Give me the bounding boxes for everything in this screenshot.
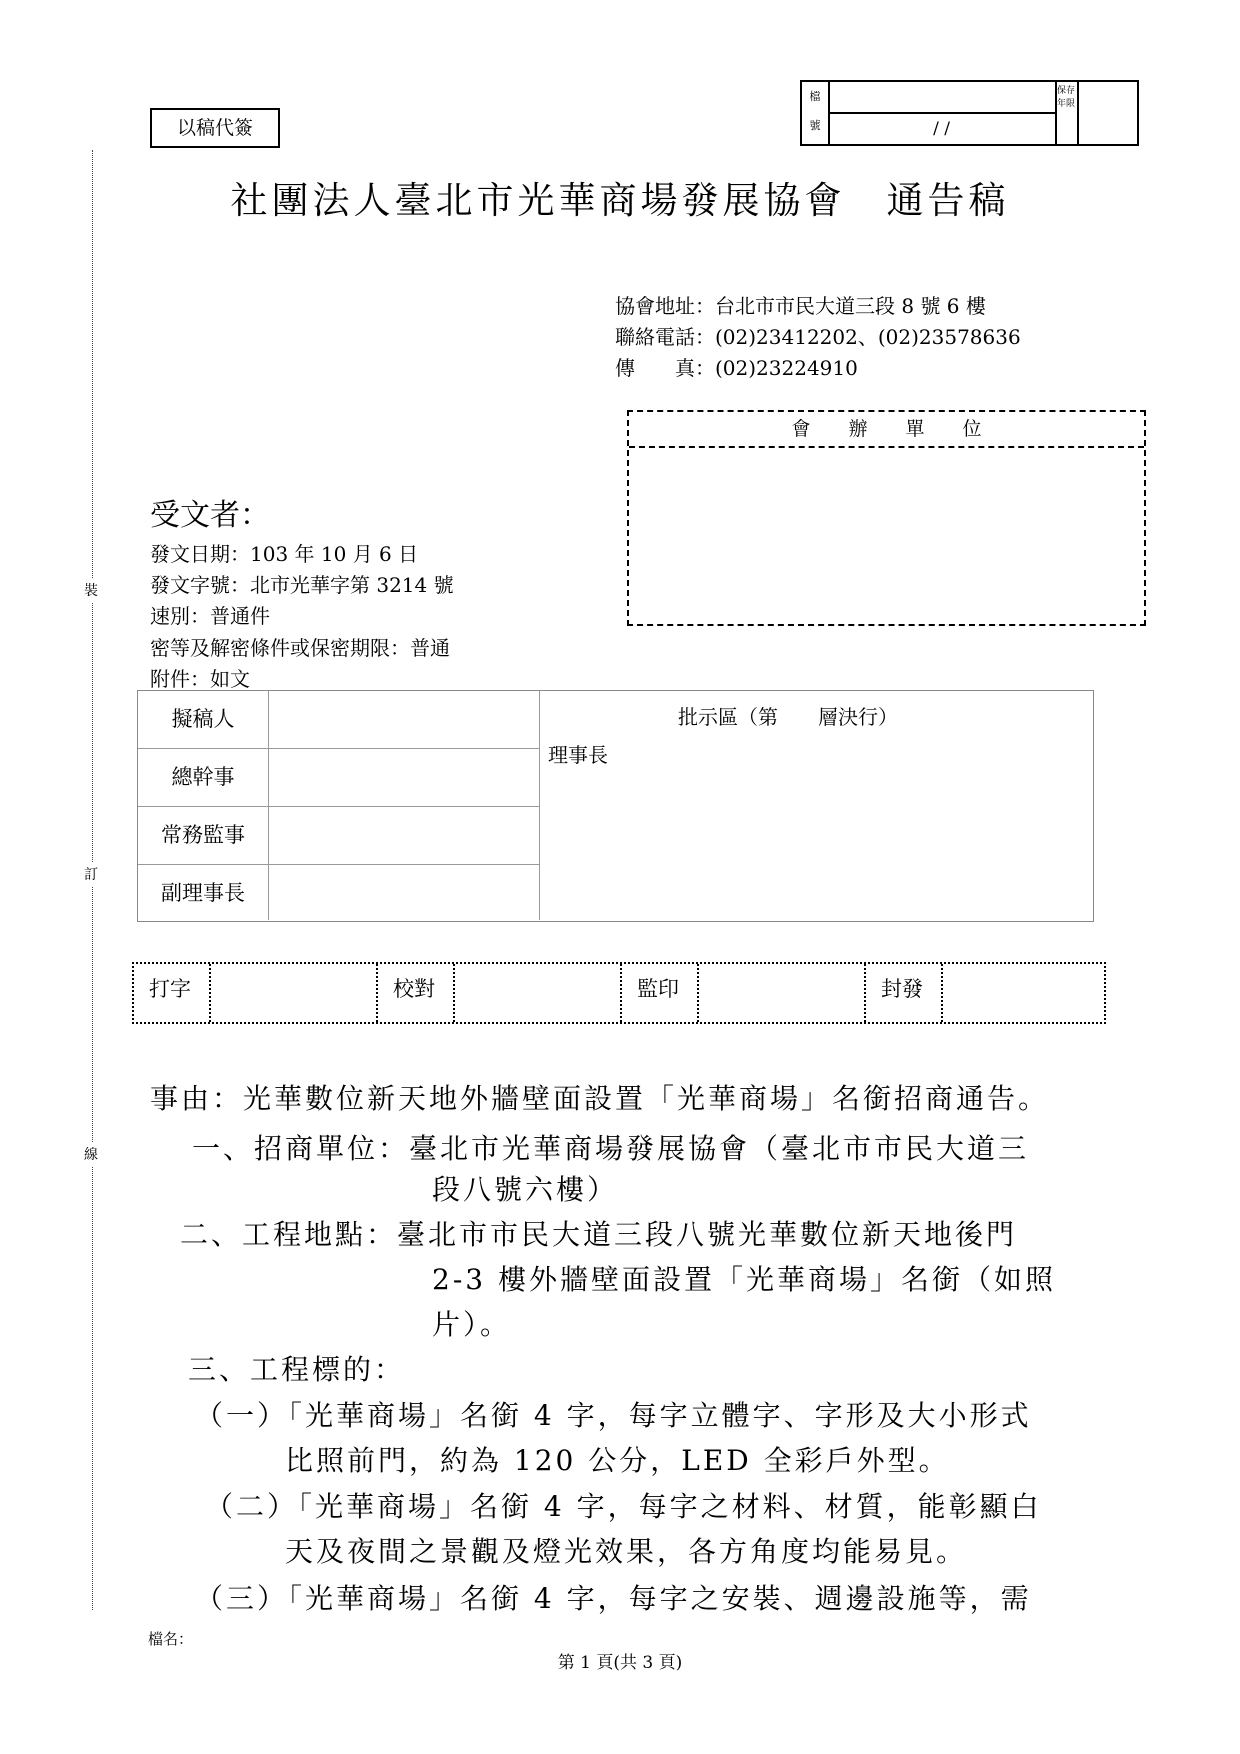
- contact-fax: 傳 真：(02)23224910: [615, 356, 858, 380]
- issue-number: 發文字號：北市光華字第 3214 號: [150, 573, 454, 597]
- contact-address: 協會地址：台北市市民大道三段 8 號 6 樓: [615, 294, 986, 318]
- file-name-label: 檔名：: [148, 1630, 194, 1648]
- sub-item-3-line-1: （三）「光華商場」名銜 4 字，每字之安裝、週邊設施等，需: [195, 1582, 1032, 1615]
- item-1-line-1: 一、招商單位：臺北市光華商場發展協會（臺北市市民大道三: [192, 1132, 1030, 1165]
- subject-line: 事由：光華數位新天地外牆壁面設置「光華商場」名銜招商通告。: [150, 1082, 1050, 1115]
- role-secretary-general: 總幹事: [138, 749, 269, 807]
- archive-date-row: / /: [933, 119, 950, 139]
- sub-item-1-line-1: （一）「光華商場」名銜 4 字，每字立體字、字形及大小形式: [195, 1399, 1032, 1432]
- signature-vice-chairman: [269, 865, 540, 920]
- sub-item-1-line-2: 比照前門，約為 120 公分，LED 全彩戶外型。: [285, 1444, 950, 1477]
- archive-number-cell: [828, 82, 1057, 144]
- clerk-proofread-label: 校對: [378, 964, 455, 1022]
- secrecy-level: 密等及解密條件或保密期限：普通: [150, 636, 450, 660]
- clerk-row: [132, 962, 1106, 1024]
- clerk-seal-sign: [699, 964, 866, 1022]
- item-1-line-2: 段八號六樓）: [432, 1173, 619, 1206]
- issue-date: 發文日期：103 年 10 月 6 日: [150, 542, 419, 566]
- clerk-typing-label: 打字: [134, 964, 211, 1022]
- draft-stamp: 以稿代簽: [150, 108, 280, 148]
- item-2-line-1: 二、工程地點：臺北市市民大道三段八號光華數位新天地後門: [180, 1218, 1018, 1251]
- archive-label-bottom: 號: [809, 119, 821, 132]
- attachment: 附件：如文: [150, 667, 250, 691]
- page-number: 第 1 頁(共 3 頁): [557, 1653, 683, 1673]
- clerk-typing-sign: [211, 964, 378, 1022]
- clerk-dispatch-sign: [943, 964, 1100, 1022]
- item-2-line-2: 2-3 樓外牆壁面設置「光華商場」名銜（如照: [432, 1263, 1056, 1296]
- clerk-seal-label: 監印: [622, 964, 699, 1022]
- archive-number-box: [800, 80, 1139, 146]
- signature-drafter: [269, 691, 540, 749]
- page-title: 社團法人臺北市光華商場發展協會 通告稿: [230, 179, 1010, 222]
- clerk-proofread-sign: [455, 964, 622, 1022]
- clerk-dispatch-label: 封發: [866, 964, 943, 1022]
- cosign-box: [627, 410, 1146, 626]
- sub-item-2-line-1: （二）「光華商場」名銜 4 字，每字之材料、材質，能彰顯白: [205, 1490, 1042, 1523]
- archive-label: [802, 82, 830, 144]
- chairman-label: 理事長: [548, 743, 608, 767]
- approval-area-title: 批示區（第 層決行）: [678, 705, 898, 729]
- role-drafter: 擬稿人: [138, 691, 269, 749]
- item-2-line-3: 片）。: [432, 1308, 512, 1341]
- binding-mark-xian: 線: [84, 1142, 98, 1166]
- retention-label: 保存年限: [1055, 82, 1079, 144]
- contact-phone: 聯絡電話：(02)23412202、(02)23578636: [615, 325, 1021, 349]
- recipient-label: 受文者：: [150, 498, 270, 533]
- sub-item-2-line-2: 天及夜間之景觀及燈光效果，各方角度均能易見。: [285, 1535, 968, 1568]
- signature-standing-supervisor: [269, 807, 540, 865]
- speed-class: 速別：普通件: [150, 604, 270, 628]
- archive-number-row: [828, 82, 1055, 114]
- role-standing-supervisor: 常務監事: [138, 807, 269, 865]
- archive-label-top: 檔: [809, 90, 821, 103]
- binding-mark-ding: 訂: [84, 862, 98, 886]
- role-vice-chairman: 副理事長: [138, 865, 269, 920]
- cosign-header: 會 辦 單 位: [629, 412, 1144, 448]
- binding-mark-zhuang: 裝: [84, 578, 98, 602]
- approval-table: [137, 690, 1094, 922]
- signature-secretary-general: [269, 749, 540, 807]
- item-3-line: 三、工程標的：: [188, 1353, 406, 1386]
